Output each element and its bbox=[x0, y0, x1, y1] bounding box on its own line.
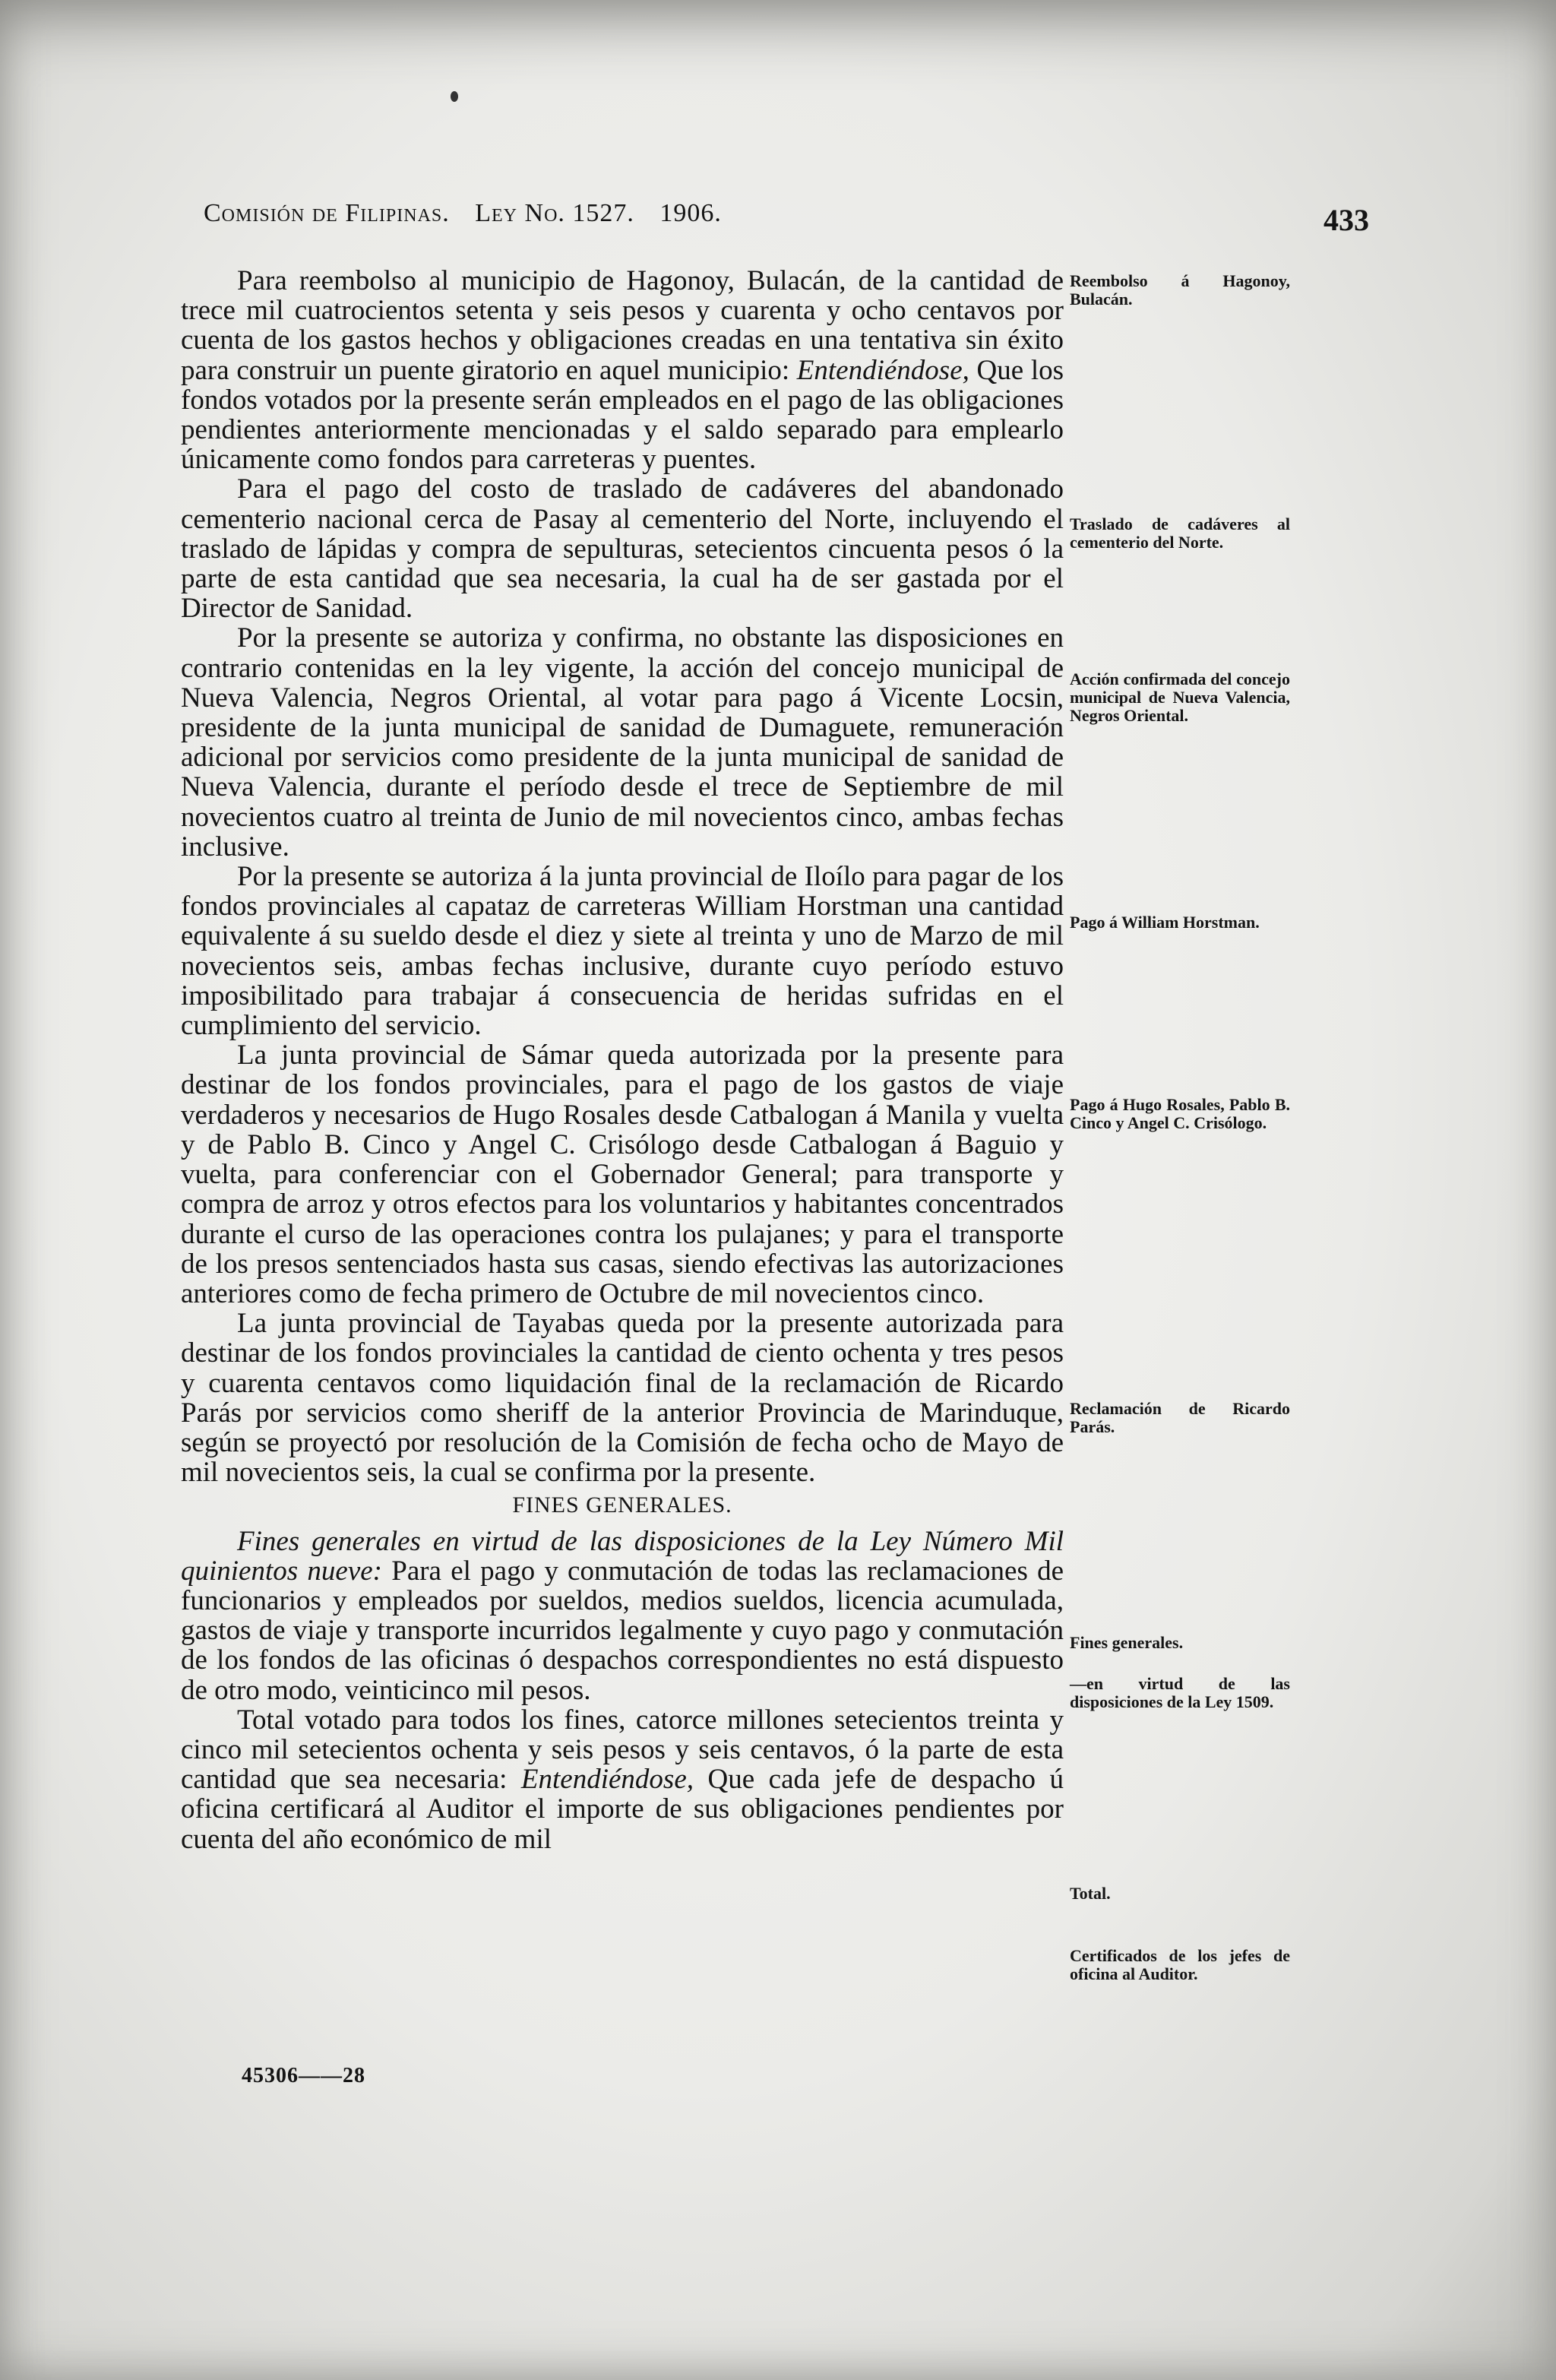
margin-note-horstman: Pago á William Horstman. bbox=[1070, 913, 1260, 932]
paragraph-cementerio: Para el pago del costo de traslado de cadáveres del abandonado cementerio nacional cerca de Pasay al cementerio del Norte, incluyendo el traslado de lápidas y compra de sepulturas, setecientos cincuenta pesos ó la parte de esta cantidad que sea necesaria, la cual ha de ser gastada por el Director de Sanidad. bbox=[181, 473, 1064, 625]
margin-note-fines-generales: Fines generales. bbox=[1070, 1633, 1184, 1652]
header-year: 1906. bbox=[659, 199, 722, 227]
paragraph-paras: La junta provincial de Tayabas queda por la presente autorizada para destinar de los fondos provinciales la cantidad de ciento ochenta y tres pesos y cuarenta centavos como liquidación final de la reclamación de Ricardo Parás por servicios como sheriff de la anterior Provincia de Marinduque, según se proyectó por resolución de la Comisión de fecha ocho de Mayo de mil novecientos seis, la cual se confirma por la presente. bbox=[181, 1308, 1064, 1489]
paragraph-hagonoy-text: Para reembolso al municipio de Hagonoy, Bulacán, de la cantidad de trece mil cuatrocientos setenta y seis pesos y cuarenta y ocho centavos por cuenta de los gastos hechos y obligaciones creadas en una tentativa sin éxito para construir un puente giratorio en aquel municipio: bbox=[181, 265, 1064, 386]
fines-generales-italic: Fines generales en virtud de las disposiciones de la Ley Número Mil quinientos nueve: bbox=[181, 1525, 1064, 1587]
margin-note-nueva-valencia: Acción confirmada del concejo municipal de Nueva Valencia, Negros Oriental. bbox=[1070, 669, 1290, 725]
margin-note-hagonoy: Reembolso á Hagonoy, Bulacán. bbox=[1070, 271, 1290, 309]
paragraph-horstman: Por la presente se autoriza á la junta provincial de Iloílo para pagar de los fondos provinciales al capataz de carreteras William Horstman una cantidad equivalente á su sueldo desde el diez y siete al treinta y uno de Marzo de mil novecientos seis, ambas fechas inclusive, durante cuyo período estuvo imposibilitado para trabajar á consecuencia de heridas sufridas en el cumplimiento del servicio. bbox=[181, 861, 1064, 1042]
margin-note-total: Total. bbox=[1070, 1884, 1111, 1903]
body-text bbox=[181, 266, 1064, 1854]
total-tail: Que cada jefe de despacho ú oficina certificará al Auditor el importe de sus obligaciones pendientes por cuenta del año económico de mil bbox=[181, 1764, 1064, 1855]
printer-code: 45306——28 bbox=[242, 2064, 365, 2087]
section-heading: FINES GENERALES. bbox=[512, 1492, 732, 1518]
margin-note-certificados: Certificados de los jefes de oficina al Auditor. bbox=[1070, 1946, 1290, 1983]
paragraph-total bbox=[181, 1705, 1064, 1854]
running-header bbox=[204, 199, 722, 228]
proviso-italic: Entendiéndose, bbox=[796, 354, 969, 386]
header-commission: Comisión de Filipinas. bbox=[204, 199, 450, 227]
total-italic: Entendiéndose, bbox=[520, 1764, 694, 1796]
fines-generales-text: Para el pago y conmutación de todas las reclamaciones de funcionarios y empleados por sueldos, medios sueldos, licencia acumulada, gastos de viaje y transporte incurridos legalmente y cuyo pago y conmutación de los fondos de las oficinas ó despachos correspondientes no está dispuesto de otro modo, veinticinco mil pesos. bbox=[181, 1555, 1064, 1706]
page-number: 433 bbox=[1324, 203, 1369, 237]
paragraph-fines-generales bbox=[181, 1527, 1064, 1705]
paragraph-samar: La junta provincial de Sámar queda autorizada por la presente para destinar de los fondos provinciales, para el pago de los gastos de viaje verdaderos y necesarios de Hugo Rosales desde Catbalogan á Manila y vuelta y de Pablo B. Cinco y Angel C. Crisólogo desde Catbalogan á Baguio y vuelta, para conferenciar con el Gobernador General; para transporte y compra de arroz y otros efectos para los voluntarios y habitantes concentrados durante el curso de las operaciones contra los pulajanes; y para el transporte de los presos sentenciados hasta sus casas, siendo efectivas las autorizaciones anteriores como de fecha primero de Octubre de mil novecientos cinco. bbox=[181, 1040, 1064, 1309]
margin-note-rosales: Pago á Hugo Rosales, Pablo B. Cinco y Angel C. Crisólogo. bbox=[1070, 1095, 1290, 1132]
total-text: Total votado para todos los fines, catorce millones setecientos treinta y cinco mil setecientos ochenta y seis pesos y seis centavos, ó la parte de esta cantidad que sea necesaria: bbox=[181, 1704, 1064, 1796]
paragraph-hagonoy bbox=[181, 266, 1064, 474]
margin-note-paras: Reclamación de Ricardo Parás. bbox=[1070, 1399, 1290, 1436]
margin-note-ley-1509: —en virtud de las disposiciones de la Ley 1509. bbox=[1070, 1674, 1290, 1711]
header-law: Ley No. 1527. bbox=[475, 199, 634, 227]
margin-note-cementerio: Traslado de cadáveres al cementerio del Norte. bbox=[1070, 514, 1290, 552]
paragraph-hagonoy-tail: Que los fondos votados por la presente serán empleados en el pago de las obligaciones pendientes anteriormente mencionadas y el saldo separado para emplearlo únicamente como fondos para carreteras y puentes. bbox=[181, 354, 1064, 476]
ink-spot bbox=[451, 91, 458, 102]
paragraph-nueva-valencia: Por la presente se autoriza y confirma, no obstante las disposiciones en contrario contenidas en la ley vigente, la acción del concejo municipal de Nueva Valencia, Negros Oriental, al votar para pago á Vicente Locsin, presidente de la junta municipal de sanidad de Dumaguete, remuneración adicional por servicios como presidente de la junta municipal de sanidad de Nueva Valencia, durante el período desde el trece de Septiembre de mil novecientos cuatro al treinta de Junio de mil novecientos cinco, ambas fechas inclusive. bbox=[181, 622, 1064, 862]
